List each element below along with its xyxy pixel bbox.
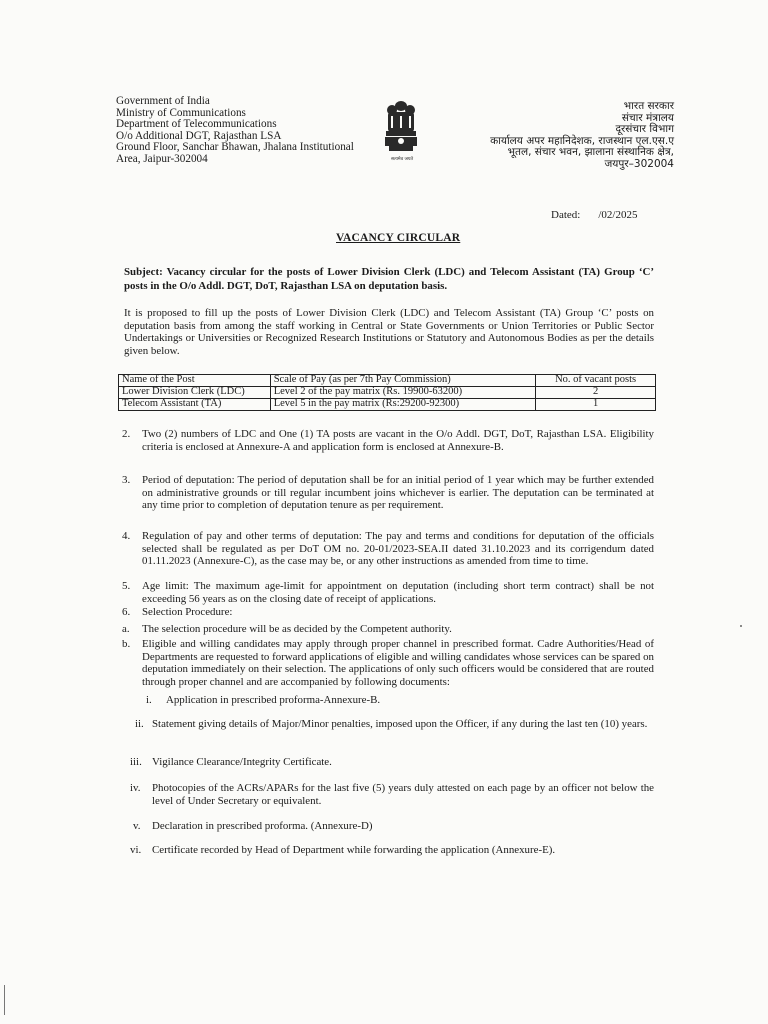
item-number: ii.	[135, 718, 144, 730]
item-number: i.	[146, 694, 152, 706]
header-right-line: दूरसंचार विभाग	[615, 123, 674, 136]
item-number: v.	[133, 820, 141, 832]
dated-value: /02/2025	[598, 209, 638, 221]
header-left-line: Government of India	[116, 95, 210, 107]
item-text: The selection procedure will be as decided by the Competent authority.	[142, 623, 452, 635]
dated-line	[551, 209, 637, 221]
header-left-line: Ground Floor, Sanchar Bhawan, Jhalana Institutional	[116, 141, 354, 154]
page-title: VACANCY CIRCULAR	[336, 232, 461, 244]
item-text: Application in prescribed proforma-Annexure-B.	[166, 694, 381, 706]
item-number: iv.	[130, 782, 141, 794]
item-number: vi.	[130, 844, 142, 856]
item-text: Period of deputation: The period of deputation shall be for an initial period of 1 year which may be further extended on administrative grounds or till regular incumbent joins whichever is earlier. The deputation can be terminated at any time prior to completion of deputation tenure as per requirement.	[142, 474, 654, 512]
intro-paragraph: It is proposed to fill up the posts of Lower Division Clerk (LDC) and Telecom Assistant (TA) Group ‘C’ posts on deputation basis from among the staff working in Central or State Governments or Union Territories or Public Sector Undertakings or Universities or Recognized Research Institutions or Statutory and Autonomous Bodies as per the details given below.	[124, 307, 654, 357]
table-cell: Level 2 of the pay matrix (Rs. 19900-63200)	[270, 387, 535, 399]
item-text: Selection Procedure:	[142, 606, 233, 618]
table-header-cell: No. of vacant posts	[536, 375, 656, 387]
table-row	[119, 399, 656, 411]
national-emblem-icon	[381, 98, 421, 164]
item-number: b.	[122, 638, 131, 650]
item-text: Age limit: The maximum age-limit for appointment on deputation (including short term contract) shall be not exceeding 56 years as on the closing date of receipt of applications.	[142, 580, 654, 605]
vacancy-table	[118, 374, 656, 411]
header-left-block	[116, 96, 354, 166]
header-right-line: भारत सरकार	[623, 100, 674, 112]
item-text: Certificate recorded by Head of Department while forwarding the application (Annexure-E).	[152, 844, 556, 856]
table-header-cell: Name of the Post	[119, 375, 271, 387]
table-cell: Lower Division Clerk (LDC)	[119, 387, 271, 399]
scan-speck	[740, 625, 742, 627]
item-number: 3.	[122, 474, 131, 486]
item-number: 2.	[122, 428, 131, 440]
subject-paragraph: Subject: Vacancy circular for the posts of Lower Division Clerk (LDC) and Telecom Assistant (TA) Group ‘C’ posts in the O/o Addl. DGT, DoT, Rajasthan LSA on deputation basis.	[124, 266, 654, 292]
item-text: Eligible and willing candidates may apply through proper channel in prescribed format. Cadre Authorities/Head of Departments are requested to forward applications of eligible and willing candidates whose services can be spared on deputation immediately on their selection. The applications of only such officers would be considered that are routed through proper channel and are accompanied by following documents:	[142, 638, 654, 688]
item-text: Declaration in prescribed proforma. (Annexure-D)	[152, 820, 373, 832]
table-cell: Level 5 in the pay matrix (Rs:29200-92300)	[270, 399, 535, 411]
dated-label: Dated:	[551, 209, 581, 221]
item-number: iii.	[130, 756, 142, 768]
header-right-line: भूतल, संचार भवन, झालाना संस्थानिक क्षेत्र,	[507, 146, 674, 159]
header-left-line: Area, Jaipur-302004	[116, 152, 208, 165]
table-row	[119, 387, 656, 399]
emblem-motto: सत्यमेव जयते	[390, 157, 414, 162]
table-header-row	[119, 375, 656, 387]
header-left-line: O/o Additional DGT, Rajasthan LSA	[116, 129, 282, 142]
table-cell: 2	[536, 387, 656, 399]
header-left-line: Department of Telecommunications	[116, 118, 277, 131]
item-text: Vigilance Clearance/Integrity Certificate.	[152, 756, 332, 768]
item-text: Regulation of pay and other terms of deputation: The pay and terms and conditions for deputation of the officials selected shall be regulated as per DoT OM no. 20-01/2023-SEA.II dated 31.10.2023 and its corrigendum dated 01.11.2023 (Annexure-C), as the case may be, or any other instructions as amended from time to time.	[142, 530, 654, 568]
table-cell: Telecom Assistant (TA)	[119, 399, 271, 411]
table-header-cell: Scale of Pay (as per 7th Pay Commission)	[270, 375, 535, 387]
header-right-block	[490, 101, 674, 171]
header-right-line: संचार मंत्रालय	[621, 111, 674, 124]
header-left-line: Ministry of Communications	[116, 106, 246, 119]
table-cell: 1	[536, 399, 656, 411]
item-text: Two (2) numbers of LDC and One (1) TA posts are vacant in the O/o Addl. DGT, DoT, Rajasthan LSA. Eligibility criteria is enclosed at Annexure-A and application form is enclosed at Annexure-B.	[142, 428, 654, 453]
item-text: Statement giving details of Major/Minor penalties, imposed upon the Officer, if any during the last ten (10) years.	[152, 718, 648, 730]
item-number: 6.	[122, 606, 131, 618]
item-number: 4.	[122, 530, 131, 542]
scan-edge-mark	[4, 985, 5, 1015]
item-number: 5.	[122, 580, 131, 592]
header-right-line: जयपुर–302004	[604, 157, 674, 170]
item-number: a.	[122, 623, 130, 635]
item-text: Photocopies of the ACRs/APARs for the last five (5) years duly attested on each page by an officer not below the level of Under Secretary or equivalent.	[152, 782, 654, 807]
header-right-line: कार्यालय अपर महानिदेशक, राजस्थान एल.एस.ए	[490, 134, 674, 147]
